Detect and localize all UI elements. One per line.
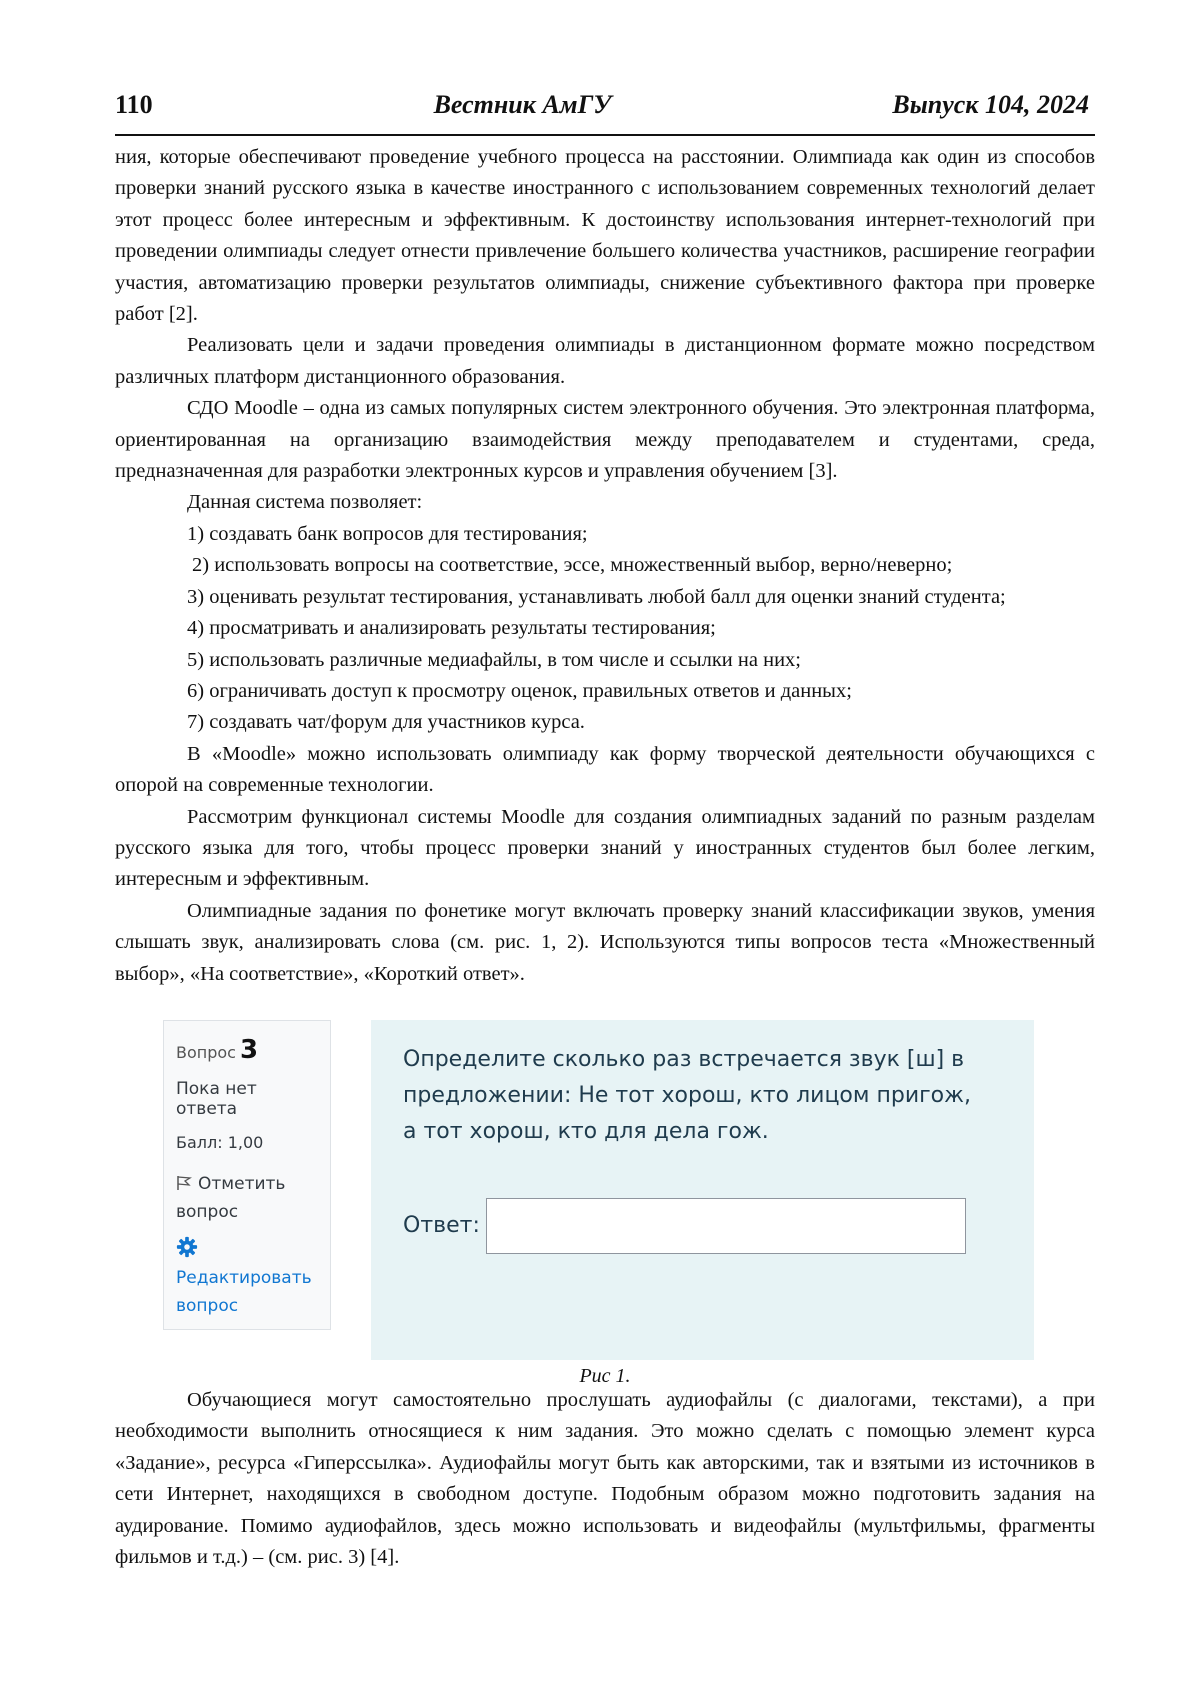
journal-title: Вестник АмГУ [433,90,612,119]
flag-question-link[interactable] [176,1170,318,1226]
paragraph-6: Рассмотрим функционал системы Moodle для создания олимпиадных заданий по разным разделам русского языка для того, чтобы процесс проверки знаний у иностранных студентов был более легким, интересным и эффективным. [115,805,1095,891]
list-item: 5) использовать различные медиафайлы, в том числе и ссылки на них; [187,648,801,671]
page-number: 110 [115,90,153,119]
paragraph-5: В «Moodle» можно использовать олимпиаду как форму творческой деятельности обучающихся с опорой на современные технологии. [115,742,1095,797]
issue-label: Выпуск 104, 2024 [892,90,1089,119]
paragraph-8: Обучающиеся могут самостоятельно прослушать аудиофайлы (с диалогами, текстами), а при необходимости выполнить относящиеся к ним задания. Это можно сделать с помощью элемент курса «Задание», ресурса «Гиперссылка». Аудиофайлы могут быть как авторскими, так и взятыми из источников в сети Интернет, находящихся в свободном доступе. Подобным образом можно подготовить задания на аудирование. Помимо аудиофайлов, здесь можно использовать и видеофайлы (мультфильмы, фрагменты фильмов и т.д.) – (см. рис. 3) [4]. [115,1388,1095,1568]
question-text: Определите сколько раз встречается звук [ш] в предложении: Не тот хорош, кто лицом пригож, а тот хорош, кто для дела гож. [403,1046,971,1144]
paragraph-1: ния, которые обеспечивают проведение учебного процесса на расстоянии. Олимпиада как один из способов проверки знаний русского языка в качестве иностранного с использованием современных технологий делает этот процесс более интересным и эффективным. К достоинству использования интернет-технологий при проведении олимпиады следует отнести привлечение большего количества участников, расширение географии участия, автоматизацию проверки результатов олимпиады, снижение субъективного фактора при проверке работ [2]. [115,146,1095,326]
question-state: Пока нет ответа [176,1078,257,1119]
page [115,90,1095,1573]
flag-icon [176,1175,192,1191]
running-header [115,90,1095,136]
question-info-panel [163,1020,331,1330]
paragraph-2: Реализовать цели и задачи проведения олимпиады в дистанционном формате можно посредством различных платформ дистанционного образования. [115,334,1095,388]
question-label: Вопрос [176,1042,236,1062]
paragraph-7: Олимпиадные задания по фонетике могут включать проверку знаний классификации звуков, умения слышать звук, анализировать слова (см. рис. 1, 2). Используются типы вопросов теста «Множественный выбор», «На соответствие», «Короткий ответ». [115,899,1095,985]
answer-label: Ответ: [403,1213,480,1239]
question-number-value: 3 [239,1034,259,1065]
paragraph-4: Данная система позволяет: [187,491,423,514]
edit-question-link[interactable]: Редактировать вопрос [176,1267,312,1316]
question-grade: Балл: 1,00 [176,1132,264,1152]
list-item: 3) оценивать результат тестирования, устанавливать любой балл для оценки знаний студента; [187,585,1006,608]
figure-1 [115,1020,1095,1387]
body-text-continued [115,1385,1095,1573]
question-content [371,1020,1034,1360]
body-text [115,142,1095,990]
flag-question-label: Отметить вопрос [176,1173,286,1222]
list-item: 6) ограничивать доступ к просмотру оценок, правильных ответов и данных; [187,679,852,702]
figure-caption: Рис 1. [579,1364,631,1387]
list-item: 1) создавать банк вопросов для тестирования; [187,522,588,545]
paragraph-3: СДО Moodle – одна из самых популярных систем электронного обучения. Это электронная платформа, ориентированная на организацию взаимодействия между преподавателем и студентами, среда, предназначенная для разработки электронных курсов и управления обучением [3]. [115,397,1095,483]
question-number [176,1035,318,1065]
list-item: 4) просматривать и анализировать результаты тестирования; [187,617,716,640]
list-item: 2) использовать вопросы на соответствие, эссе, множественный выбор, верно/неверно; [192,554,953,577]
list-item: 7) создавать чат/форум для участников курса. [187,711,585,734]
answer-row [403,1198,1002,1254]
answer-input[interactable] [486,1198,966,1254]
gear-icon[interactable] [176,1236,198,1258]
